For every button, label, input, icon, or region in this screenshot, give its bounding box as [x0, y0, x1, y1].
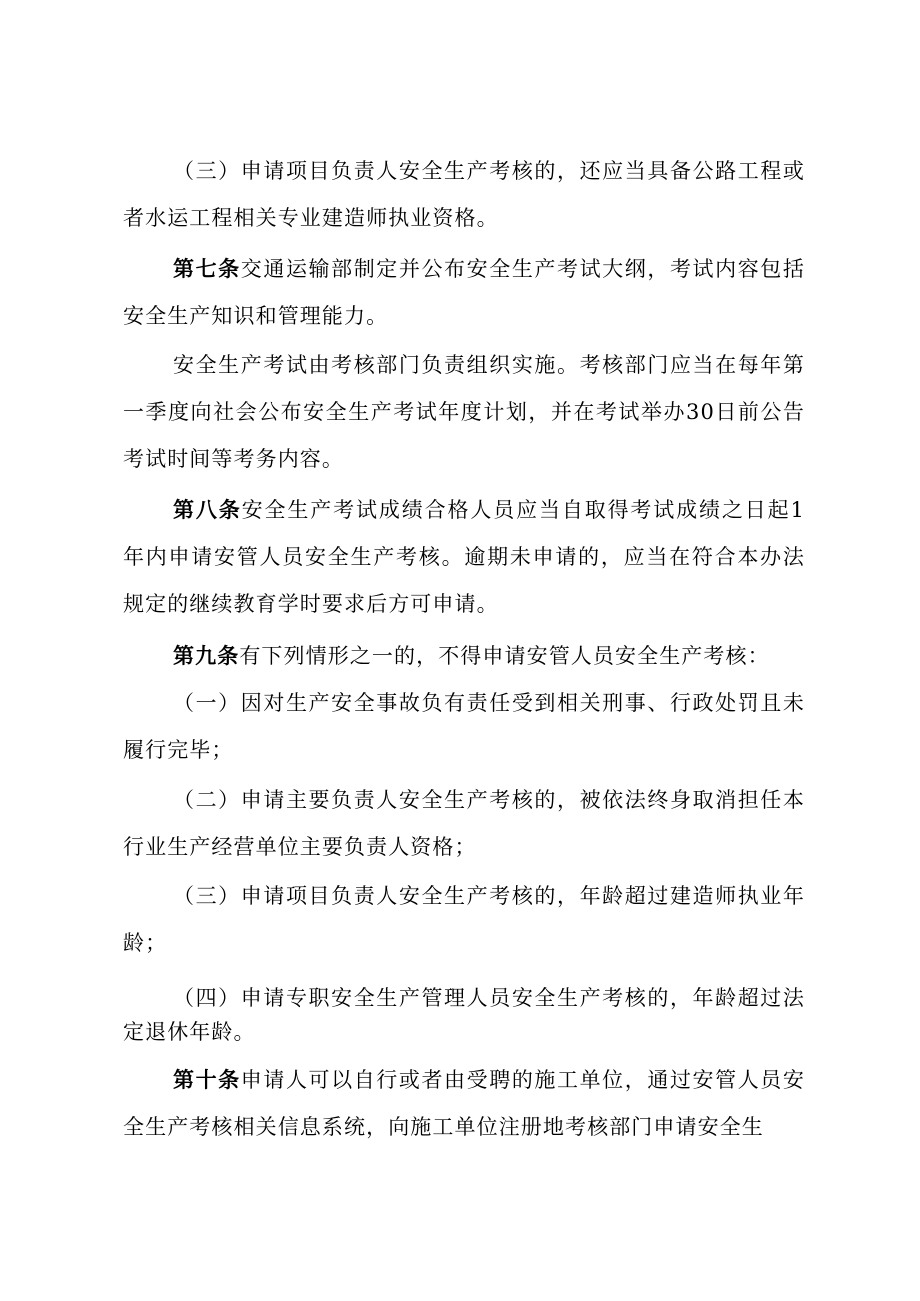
paragraph-clause-4: [123, 981, 805, 1049]
article-heading: 第十条: [173, 1067, 241, 1092]
paragraph-text: （三）申请项目负责人安全生产考核的，还应当具备公路工程或者水运工程相关专业建造师执业资格。: [123, 159, 805, 230]
paragraph-clause-1: [123, 680, 805, 774]
article-heading: 第八条: [173, 497, 242, 522]
paragraph-text: （三）申请项目负责人安全生产考核的，年龄超过建造师执业年龄；: [123, 884, 805, 955]
paragraph-clause-2: [123, 777, 805, 871]
article-heading: 第九条: [173, 643, 240, 668]
paragraph-exam-organization: [123, 342, 805, 483]
article-10: [123, 1056, 805, 1151]
article-9: [123, 632, 805, 680]
paragraph-text: （二）申请主要负责人安全生产考核的，被依法终身取消担任本行业生产经营单位主要负责人资格；: [123, 788, 805, 859]
paragraph-clause-3: [123, 873, 805, 967]
paragraph-text: （一）因对生产安全事故负有责任受到相关刑事、行政处罚且未履行完毕；: [123, 691, 805, 762]
article-8: [123, 486, 805, 628]
paragraph-text: 交通运输部制定并公布安全生产考试大纲，考试内容包括安全生产知识和管理能力。: [123, 257, 805, 328]
paragraph-text: 有下列情形之一的，不得申请安管人员安全生产考核：: [239, 644, 770, 668]
paragraph-text: 安全生产考试成绩合格人员应当自取得考试成绩之日起1年内申请安管人员安全生产考核。逾期未申请的，应当在符合本办法规定的继续教育学时要求后方可申请。: [123, 498, 805, 616]
paragraph-text: 申请人可以自行或者由受聘的施工单位，通过安管人员安全生产考核相关信息系统，向施工单位注册地考核部门申请安全生: [123, 1068, 805, 1139]
paragraph-clause-3-project-leader: [123, 148, 805, 242]
article-heading: 第七条: [173, 256, 241, 281]
paragraph-text: （四）申请专职安全生产管理人员安全生产考核的，年龄超过法定退休年龄。: [123, 986, 805, 1044]
paragraph-text: 安全生产考试由考核部门负责组织实施。考核部门应当在每年第一季度向社会公布安全生产考试年度计划，并在考试举办30日前公告考试时间等考务内容。: [123, 353, 805, 471]
article-7: [123, 245, 805, 340]
